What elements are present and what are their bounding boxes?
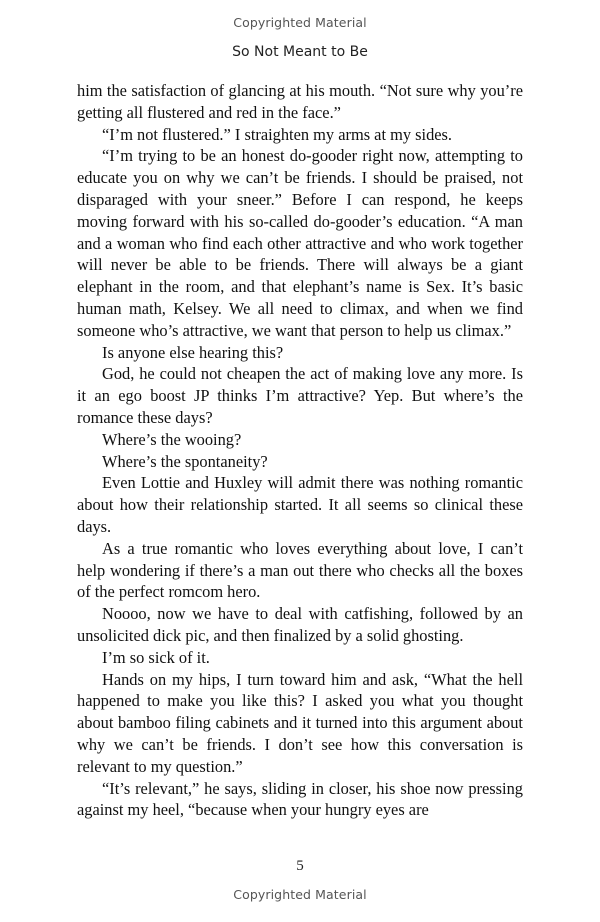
running-head-title: So Not Meant to Be xyxy=(232,44,368,60)
paragraph: Noooo, now we have to deal with catfishing, followed by an unsolicited dick pic, and then finalized by a solid ghosting. xyxy=(77,604,523,645)
paragraph: As a true romantic who loves everything about love, I can’t help wondering if there’s a man out there who checks all the boxes of the perfect romcom hero. xyxy=(77,538,523,602)
paragraph: “I’m not flustered.” I straighten my arms at my sides. xyxy=(102,124,453,144)
page-number: 5 xyxy=(296,858,304,874)
paragraph: Is anyone else hearing this? xyxy=(102,342,284,362)
copyright-watermark-bottom: Copyrighted Material xyxy=(233,887,367,902)
copyright-watermark-top: Copyrighted Material xyxy=(233,15,367,30)
paragraph: “It’s relevant,” he says, sliding in closer, his shoe now pressing against my heel, “because when your hungry eyes are xyxy=(77,778,523,820)
paragraph: “I’m trying to be an honest do-gooder right now, attempting to educate you on why we can’t be friends. I should be praised, not disparaged with your sneer.” Before I can respond, he keeps moving forward with his so-called do-gooder’s education. “A man and a woman who find each other attractive and who work together will never be able to be friends. There will always be a giant elephant in the room, and that elephant’s name is Sex. It’s basic human math, Kelsey. We all need to climax, and when we find someone who’s attractive, we want that person to help us climax.” xyxy=(77,146,523,340)
paragraph-continuation: him the satisfaction of glancing at his mouth. “Not sure why you’re getting all flustered and red in the face.” xyxy=(77,81,523,122)
paragraph: Where’s the wooing? xyxy=(102,429,242,449)
paragraph: Even Lottie and Huxley will admit there was nothing romantic about how their relationship started. It all seems so clinical these days. xyxy=(77,473,523,536)
paragraph: God, he could not cheapen the act of making love any more. Is it an ego boost JP thinks I’m attractive? Yep. But where’s the romance these days? xyxy=(77,364,523,427)
paragraph: Where’s the spontaneity? xyxy=(102,451,268,471)
paragraph: Hands on my hips, I turn toward him and ask, “What the hell happened to make you like this? I asked you what you thought about bamboo filing cabinets and it turned into this argument about why we can’t be friends. I don’t see how this conversation is relevant to my question.” xyxy=(77,669,523,776)
paragraph: I’m so sick of it. xyxy=(102,647,210,667)
book-body-text xyxy=(77,80,523,821)
